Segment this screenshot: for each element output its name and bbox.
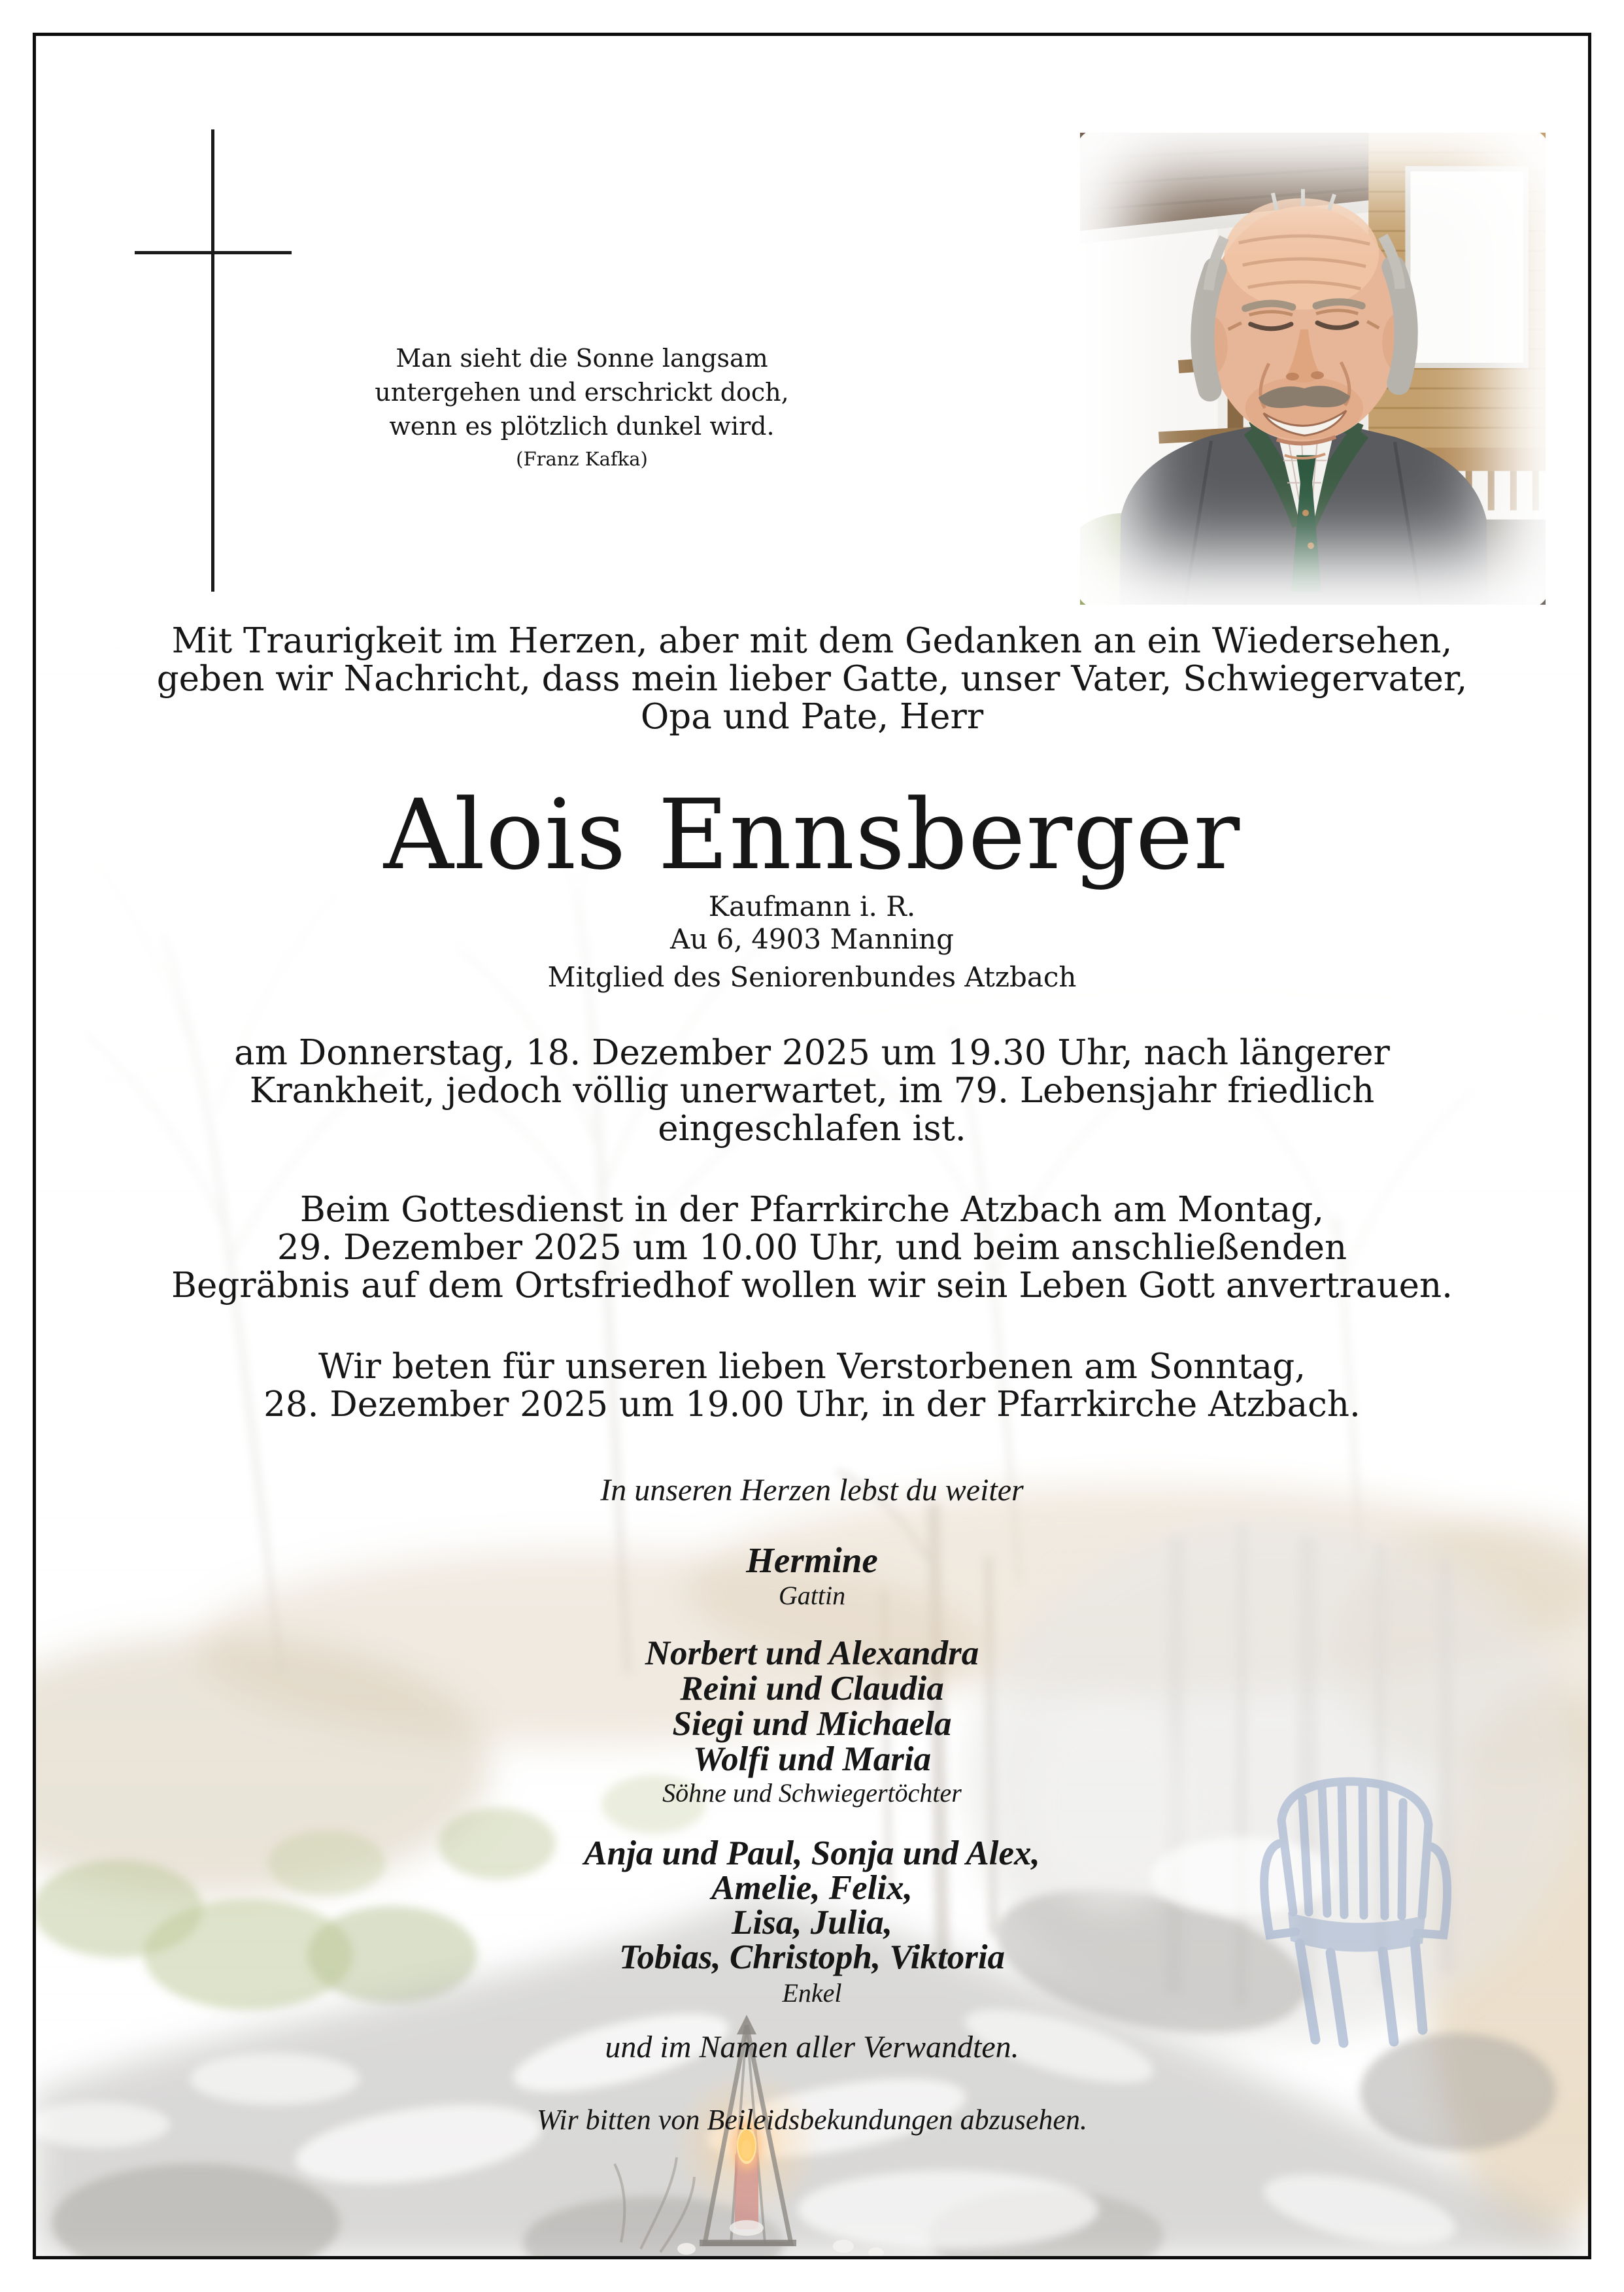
service-paragraph — [36, 1191, 1588, 1305]
announcement-line: Opa und Pate, Herr — [640, 697, 984, 737]
service-line: 29. Dezember 2025 um 10.00 Uhr, und beim anschließenden — [277, 1228, 1347, 1268]
sons-line: Reini und Claudia — [680, 1670, 944, 1708]
sons-relation: Söhne und Schwiegertöchter — [662, 1778, 962, 1808]
deceased-membership: Mitglied des Seniorenbundes Atzbach — [547, 961, 1077, 993]
service-line: Begräbnis auf dem Ortsfriedhof wollen wir sein Leben Gott anvertrauen. — [171, 1266, 1453, 1306]
cross-icon — [135, 251, 292, 254]
grandchildren-line: Anja und Paul, Sonja und Alex, — [584, 1834, 1040, 1872]
remembrance-line: In unseren Herzen lebst du weiter — [600, 1473, 1024, 1508]
grandchildren-line: Tobias, Christoph, Viktoria — [618, 1938, 1006, 1976]
quote-line: untergehen und erschrickt doch, — [375, 378, 789, 407]
sons-names — [36, 1636, 1588, 1777]
quote-line: Man sieht die Sonne langsam — [396, 344, 768, 373]
deceased-profession: Kaufmann i. R. — [708, 890, 916, 922]
sons-line: Siegi und Michaela — [672, 1705, 952, 1743]
announcement-paragraph — [36, 622, 1588, 736]
widow-name: Hermine — [746, 1540, 878, 1580]
grandchildren-line: Lisa, Julia, — [732, 1904, 892, 1942]
prayer-line: Wir beten für unseren lieben Verstorbenen am Sonntag, — [318, 1347, 1306, 1387]
deceased-name: Alois Ennsberger — [383, 779, 1241, 891]
photo-feather-edge — [1076, 129, 1549, 609]
passing-line: Krankheit, jedoch völlig unerwartet, im 79. Lebensjahr friedlich — [249, 1071, 1375, 1111]
announcement-line: Mit Traurigkeit im Herzen, aber mit dem Gedanken an ein Wiedersehen, — [171, 621, 1453, 661]
opening-quote — [157, 341, 1007, 475]
closing-line: und im Namen aller Verwandten. — [605, 2030, 1019, 2064]
sons-line: Norbert und Alexandra — [645, 1634, 979, 1672]
grandchildren-names — [36, 1836, 1588, 1975]
quote-attribution: (Franz Kafka) — [516, 448, 648, 470]
grandchildren-relation: Enkel — [782, 1978, 842, 2008]
sons-line: Wolfi und Maria — [692, 1740, 932, 1778]
grandchildren-line: Amelie, Felix, — [711, 1869, 913, 1907]
condolence-note: Wir bitten von Beileidsbekundungen abzusehen. — [537, 2104, 1087, 2136]
quote-line: wenn es plötzlich dunkel wird. — [389, 412, 775, 441]
prayer-paragraph — [36, 1348, 1588, 1424]
widow-relation: Gattin — [778, 1581, 846, 1610]
prayer-line: 28. Dezember 2025 um 19.00 Uhr, in der Pfarrkirche Atzbach. — [263, 1385, 1361, 1424]
deceased-address: Au 6, 4903 Manning — [670, 923, 954, 955]
deceased-details — [36, 890, 1588, 956]
announcement-line: geben wir Nachricht, dass mein lieber Gatte, unser Vater, Schwiegervater, — [156, 659, 1468, 699]
passing-line: eingeschlafen ist. — [658, 1109, 966, 1149]
passing-paragraph — [36, 1034, 1588, 1148]
passing-line: am Donnerstag, 18. Dezember 2025 um 19.30 Uhr, nach längerer — [234, 1033, 1390, 1073]
service-line: Beim Gottesdienst in der Pfarrkirche Atzbach am Montag, — [299, 1190, 1325, 1230]
portrait-photo — [1080, 133, 1546, 605]
